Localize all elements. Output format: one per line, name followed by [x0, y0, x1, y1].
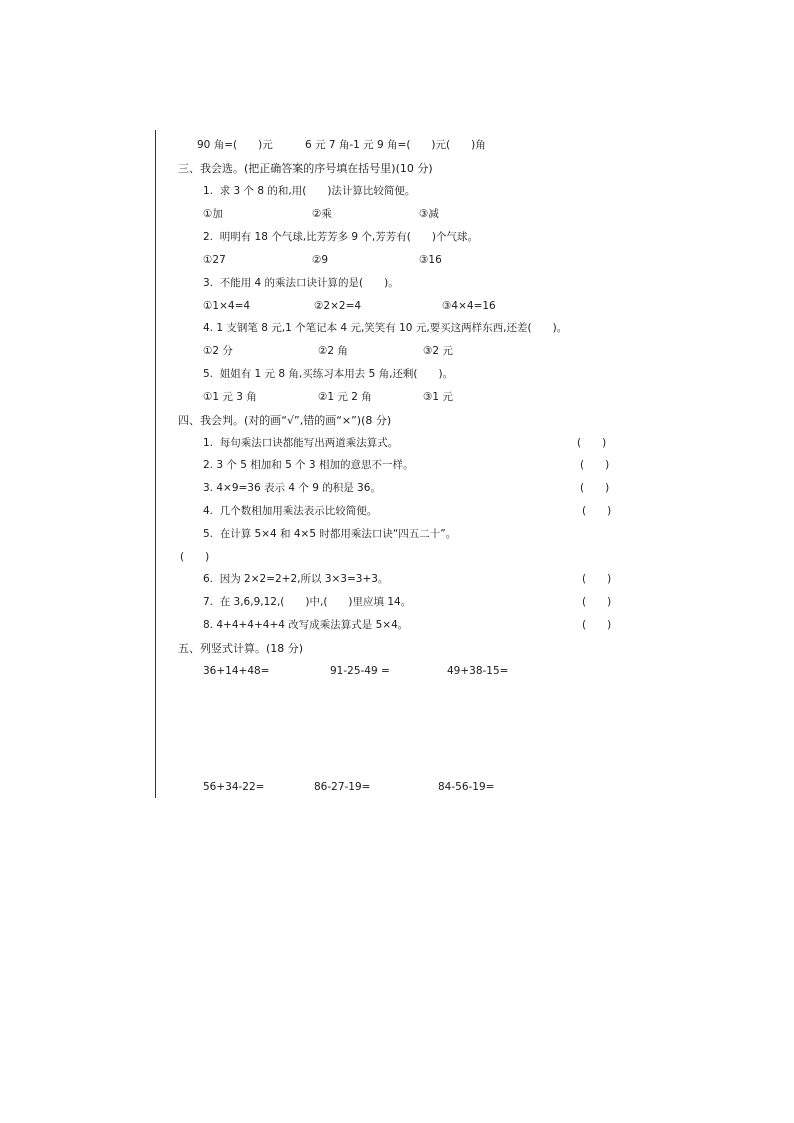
judge-statement-3: 3. 4×9=36 表示 4 个 9 的积是 36。	[203, 482, 381, 494]
calc-problem-2: 91-25-49 =	[330, 665, 390, 677]
section-4-title: 四、我会判。(对的画“√”,错的画“×”)(8 分)	[178, 414, 392, 427]
choice-question-3: 3. 不能用 4 的乘法口诀计算的是( )。	[203, 277, 399, 289]
judge-statement-4: 4. 几个数相加用乘法表示比较简便。	[203, 505, 378, 517]
choice-option-2c: ③16	[419, 254, 442, 266]
answer-blank-4[interactable]: ( )	[582, 505, 612, 517]
choice-option-5c: ③1 元	[423, 391, 453, 403]
answer-blank-1[interactable]: ( )	[577, 437, 607, 449]
answer-blank-3[interactable]: ( )	[580, 482, 610, 494]
choice-option-1b: ②乘	[312, 208, 332, 220]
section-3-title: 三、我会选。(把正确答案的序号填在括号里)(10 分)	[178, 162, 433, 175]
choice-question-2: 2. 明明有 18 个气球,比芳芳多 9 个,芳芳有( )个气球。	[203, 231, 478, 243]
calc-problem-4: 56+34-22=	[203, 781, 265, 793]
calc-problem-1: 36+14+48=	[203, 665, 270, 677]
choice-option-2a: ①27	[203, 254, 226, 266]
calc-problem-6: 84-56-19=	[438, 781, 495, 793]
calc-problem-5: 86-27-19=	[314, 781, 371, 793]
fill-in-subtraction: 6 元 7 角-1 元 9 角=( )元( )角	[305, 139, 486, 151]
judge-statement-6: 6. 因为 2×2=2+2,所以 3×3=3+3。	[203, 573, 389, 585]
calc-problem-3: 49+38-15=	[447, 665, 509, 677]
judge-statement-2: 2. 3 个 5 相加和 5 个 3 相加的意思不一样。	[203, 459, 414, 471]
answer-blank-5[interactable]: ( )	[180, 551, 210, 563]
choice-option-3a: ①1×4=4	[203, 300, 251, 312]
choice-option-3c: ③4×4=16	[442, 300, 496, 312]
choice-option-1c: ③减	[419, 208, 439, 220]
choice-option-3b: ②2×2=4	[314, 300, 362, 312]
choice-question-1: 1. 求 3 个 8 的和,用( )法计算比较简便。	[203, 185, 416, 197]
section-5-title: 五、列竖式计算。(18 分)	[178, 642, 304, 655]
choice-option-5a: ①1 元 3 角	[203, 391, 257, 403]
choice-question-5: 5. 姐姐有 1 元 8 角,买练习本用去 5 角,还剩( )。	[203, 368, 454, 380]
judge-statement-5: 5. 在计算 5×4 和 4×5 时都用乘法口诀“四五二十”。	[203, 528, 457, 540]
choice-option-5b: ②1 元 2 角	[318, 391, 372, 403]
binding-line	[155, 130, 156, 798]
choice-option-4b: ②2 角	[318, 345, 348, 357]
choice-question-4: 4. 1 支钢笔 8 元,1 个笔记本 4 元,笑笑有 10 元,要买这两样东西,还差( )。	[203, 322, 568, 334]
choice-option-2b: ②9	[312, 254, 329, 266]
judge-statement-8: 8. 4+4+4+4+4 改写成乘法算式是 5×4。	[203, 619, 409, 631]
answer-blank-2[interactable]: ( )	[580, 459, 610, 471]
answer-blank-8[interactable]: ( )	[582, 619, 612, 631]
choice-option-1a: ①加	[203, 208, 223, 220]
answer-blank-7[interactable]: ( )	[582, 596, 612, 608]
answer-blank-6[interactable]: ( )	[582, 573, 612, 585]
fill-in-jiao-to-yuan: 90 角=( )元	[197, 139, 273, 151]
choice-option-4a: ①2 分	[203, 345, 233, 357]
judge-statement-1: 1. 每句乘法口诀都能写出两道乘法算式。	[203, 437, 399, 449]
choice-option-4c: ③2 元	[423, 345, 453, 357]
judge-statement-7: 7. 在 3,6,9,12,( )中,( )里应填 14。	[203, 596, 412, 608]
